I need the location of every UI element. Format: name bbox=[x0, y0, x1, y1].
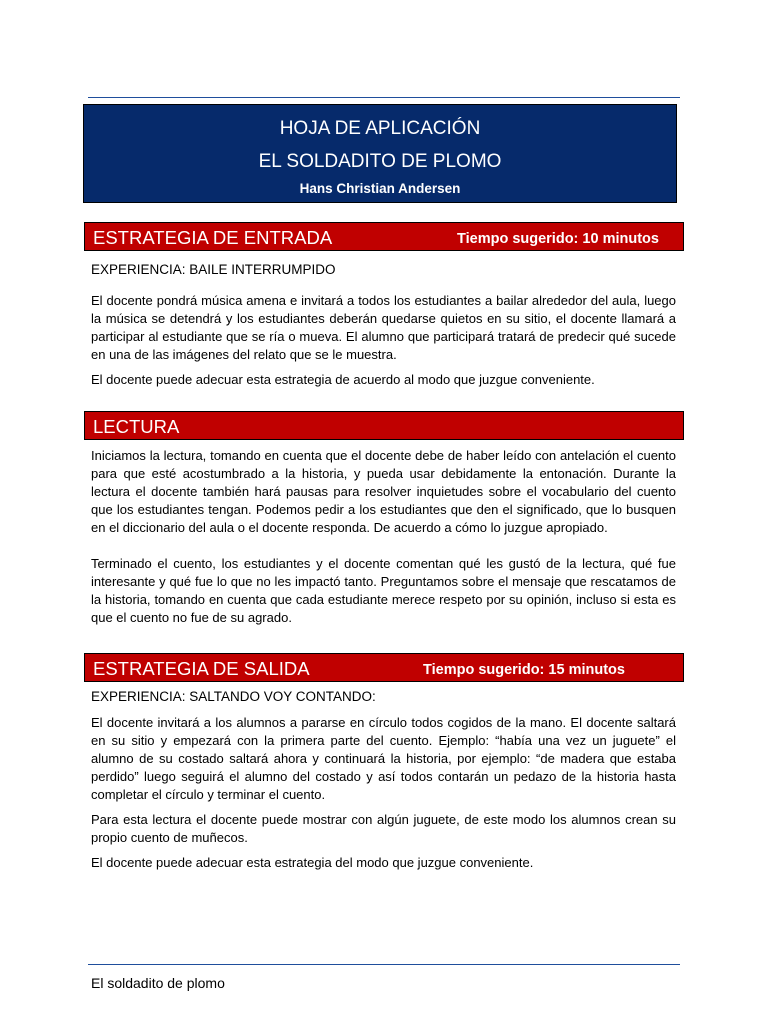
experience-title-entrada: EXPERIENCIA: BAILE INTERRUMPIDO bbox=[91, 262, 336, 277]
section-bar-salida bbox=[84, 653, 684, 682]
top-rule bbox=[88, 97, 680, 98]
title-box bbox=[83, 104, 677, 203]
salida-paragraph-1: El docente invitará a los alumnos a pararse en círculo todos cogidos de la mano. El docente saltará en su sitio y empezará con la primera parte del cuento. Ejemplo: “había una vez un juguete” el alumno de su costado saltará ahora y continuará la historia, por ejemplo: “de madera que estaba perdido” luego seguirá el alumno del costado y así todos contarán un pedazo de la historia hasta completar el círculo y terminar el cuento. bbox=[91, 715, 676, 802]
story-title: EL SOLDADITO DE PLOMO bbox=[258, 151, 502, 172]
footer-text: El soldadito de plomo bbox=[91, 975, 225, 991]
section-bar-entrada bbox=[84, 222, 684, 251]
salida-paragraph-2: Para esta lectura el docente puede mostrar con algún juguete, de este modo los alumnos crean su propio cuento de muñecos. bbox=[91, 812, 676, 845]
lectura-paragraph-1: Iniciamos la lectura, tomando en cuenta que el docente debe de haber leído con antelación el cuento para que esté acostumbrado a la historia, y pueda usar debidamente la entonación. Durante la lectura el docente también hará pausas para resolver inquietudes sobre el vocabulario del cuento que los estudiantes tengan. Podemos pedir a los estudiantes que den el significado, que lo busquen en el diccionario del aula o el docente responda. De acuerdo a cómo lo juzgue apropiado. bbox=[91, 448, 676, 535]
section-bar-lectura bbox=[84, 411, 684, 440]
section-heading-lectura: LECTURA bbox=[93, 416, 180, 437]
lectura-paragraph-2: Terminado el cuento, los estudiantes y el docente comentan qué les gustó de la lectura, qué fue interesante y qué fue lo que no les impactó tanto. Preguntamos sobre el mensaje que rescatamos de la historia, tomando en cuenta que cada estudiante merece respeto por su opinión, incluso si esta es que el cuento no fue de su agrado. bbox=[91, 556, 676, 625]
document-title: HOJA DE APLICACIÓN bbox=[279, 118, 481, 139]
entrada-paragraph-1: El docente pondrá música amena e invitará a todos los estudiantes a bailar alrededor del aula, luego la música se detendrá y los estudiantes deberán quedarse quietos en su sitio, el docente llamará a participar al estudiante que se ría o mueva. El alumno que participará tratará de predecir qué sucede en una de las imágenes del relato que se le muestra. bbox=[91, 293, 676, 362]
section-heading-salida: ESTRATEGIA DE SALIDA bbox=[93, 658, 310, 679]
suggested-time-entrada: Tiempo sugerido: 10 minutos bbox=[457, 231, 659, 247]
footer-rule bbox=[88, 964, 680, 965]
author-name: Hans Christian Andersen bbox=[299, 181, 461, 196]
salida-paragraph-3: El docente puede adecuar esta estrategia del modo que juzgue conveniente. bbox=[91, 855, 534, 870]
entrada-paragraph-2: El docente puede adecuar esta estrategia de acuerdo al modo que juzgue conveniente. bbox=[91, 372, 595, 387]
suggested-time-salida: Tiempo sugerido: 15 minutos bbox=[423, 662, 625, 678]
experience-title-salida: EXPERIENCIA: SALTANDO VOY CONTANDO: bbox=[91, 689, 376, 704]
section-heading-entrada: ESTRATEGIA DE ENTRADA bbox=[93, 227, 333, 248]
